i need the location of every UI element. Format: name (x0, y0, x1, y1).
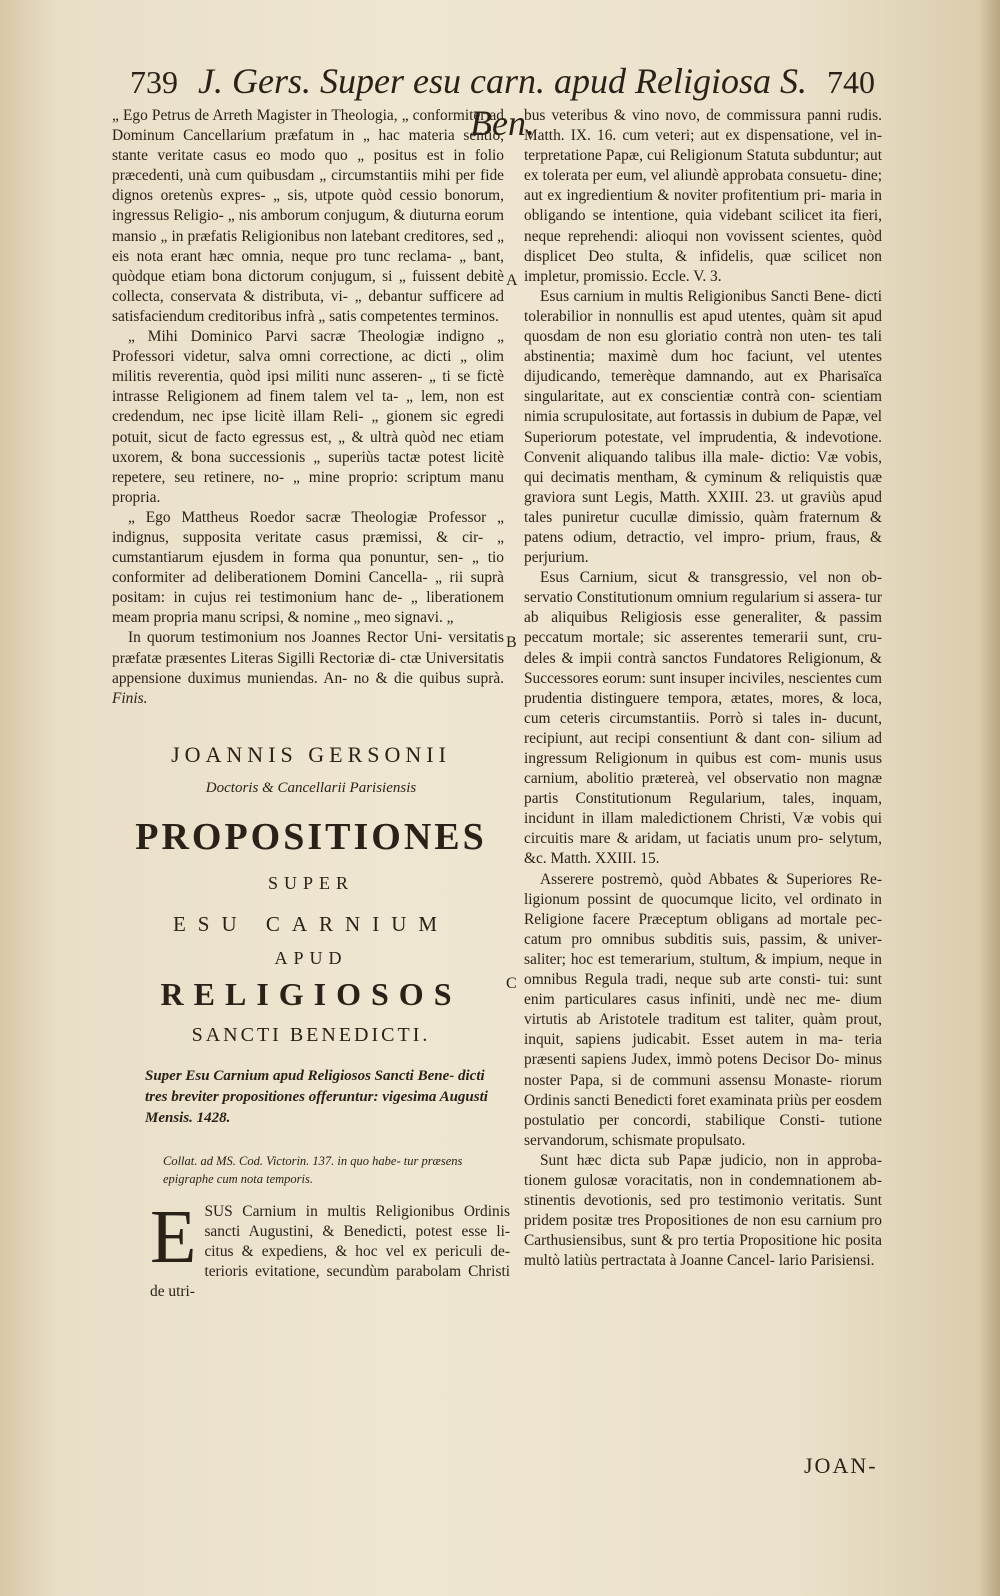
testimonium-text: In quorum testimonium nos Joannes Rector Uni- versitatis præfatæ præsentes Literas Sigilli Rectoriæ di- ctæ Universitatis appensione duximus muniendas. An- no & die quibus suprà. (112, 629, 504, 687)
paragraph-transgressio: Esus Carnium, sicut & transgressio, vel non ob- servatio Constitutionum omnium regularium si assera- tur ab aliquibus Religiosis esse generaliter, & passim peccatum mortale; sic asserentes temerarii sunt, cru- deles & impii contrà sanctos Fundatores Religionum, & Successores eorum: sunt insuper inciviles, nescientes cum prudentia distinguere tempora, ætates, mores, & loca, cum ceteris circumstantiis. Porrò si tales in- ducunt, recipiunt, aut recipi consentiunt & dant con- silium ad ingressum Religionum in quibus est com- munis usus carnium, abolitio prætereà, vel observatio non magnæ partis Constitutionum Regularium, tales, inquam, incidunt in illam maledictionem Christi, Væ vobis qui circuitis mare & aridam, ut faciatis unum pro- selytum, &c. Matth. XXIII. 15. (524, 569, 882, 868)
margin-letter-a: A (506, 272, 518, 289)
drop-capital: E (150, 1195, 197, 1279)
paragraph-testimonium (112, 628, 504, 708)
paragraph-roedor: „ Ego Mattheus Roedor sacræ Theologiæ Professor „ indignus, supposita veritate casus præmissi, & cir- „ cumstantiarum ejusdem in forma qua ponuntur, sen- „ tio conformiter ad deliberationem Domini Cancella- „ rii suprà positam: in cujus rei testimonium hanc de- „ liberationem meam propria manu scripsi, & nomine „ meo signavi. „ (112, 508, 504, 627)
incipit-paragraph (150, 1195, 510, 1302)
paragraph-continuation: bus veteribus & vino novo, de commissura panni rudis. Matth. IX. 16. cum veteri; aut ex dispensatione, vel in- terpretatione Papæ, cui Religionum Statuta subduntur; aut ex tolerata per eum, vel aliundè approbata consuetu- dine; aut ex ingredientium & noviter profitentium pri- maria in obligando se intentione, quia videbant scilicet ita fieri, neque reprehendi: alioqui non vovissent scientes, quòd displicet Deo stulta, & infidelis, quæ scilicet non impletur, promissio. Eccle. V. 3. (524, 107, 882, 285)
right-column (524, 106, 882, 1271)
tract-description: Super Esu Carnium apud Religiosos Sancti Bene- dicti tres breviter propositiones offeruntur: vigesima Augusti Mensis. 1428. (145, 1068, 488, 1126)
tract-super: SUPER (267, 873, 355, 893)
paragraph-sunt-haec: Sunt hæc dicta sub Papæ judicio, non in approba- tionem gulosæ voracitatis, non in condemnationem ab- stinentis devotionis, sed pro testimonio veritatis. Sunt pridem positæ tres Propositiones de non esu carnium pro Carthusiensibus, sunt & pro tertia Propositione hic posita multò latiùs pertractata à Joanne Cancel- lario Parisiensi. (524, 1151, 882, 1270)
running-title: J. Gers. Super esu carn. apud Religiosa S. Ben. (198, 61, 807, 143)
tract-religiosos: RELIGIOSOS (160, 976, 462, 1012)
tract-collation-note: Collat. ad MS. Cod. Victorin. 137. in quo habe- tur præsens epigraphe cum nota temporis. (163, 1154, 463, 1186)
catchword: JOAN- (804, 1453, 878, 1478)
tract-subtitle: Doctoris & Cancellarii Parisiensis (205, 780, 417, 796)
left-column (112, 106, 504, 709)
paragraph-arreth: „ Ego Petrus de Arreth Magister in Theologia, „ conformiter ad Dominum Cancellarium præfatum in „ hac materia sentio, stante veritate casus eo modo quo „ positus est in folio præcedenti, unà cum quibusdam „ circumstantiis mihi per fide dignos oretenùs expres- „ sis, utpote quòd cessio bonorum, ingressus Religio- „ nis amborum conjugum, & diuturna eorum mansio „ in præfatis Religionibus non latebant creditores, sed „ eis nota erant hæc omnia, neque pro tunc reclama- „ bant, quòdque etiam bona dictorum conjugum, si „ fuissent debitè collecta, conservata & distributa, vi- „ debantur sufficere ad satisfaciendum creditoribus infrà „ satis competentes terminos. (112, 107, 504, 325)
paragraph-parvi: „ Mihi Dominico Parvi sacræ Theologiæ indigno „ Professori videtur, salva omni correctione, ac dicti „ olim militis reverentia, quòd ipsi militi nunc asseren- „ ti se fictè intrasse Religionem ad finem talem vel ta- „ lem, non est credendum, nec ipse licitè illam Reli- „ gionem sic egredi potuit, sicut de facto egressus est, „ & ultrà quòd nec etiam uxorem, & bona successionis „ superiùs tactæ potest licitè repetere, seu retinere, no- „ mine proprio: scriptum manu propria. (112, 328, 504, 506)
tract-apud: APUD (274, 948, 348, 968)
left-page-number: 739 (130, 64, 178, 100)
paragraph-asserere: Asserere postremò, quòd Abbates & Superiores Re- ligionum possint de quocumque licito, vel ordinato in Religione facere Præceptum obligans ad mortale pec- catum pro omnibus subditis suis, passim, & univer- saliter; hoc est temerarium, stultum, & impium, neque in omnibus Regula tradi, neque sub arte consti- tui: sunt enim particulares casus infiniti, undè nec me- dium virtutis ab Aristotele traditum est taliter, quàm prout, inquit, sapiens judicabit. Esset autem in ma- teria præsenti sapiens Judex, immò potens Decisor Do- minus noster Papa, si de communi assensu Monaste- riorum Ordinis sancti Benedicti foret examinata priùs per eosdem postulatio per concordi, stabilique Consti- tutione servandorum, schismate propulsato. (524, 870, 882, 1149)
paragraph-tolerabilior: Esus carnium in multis Religionibus Sancti Bene- dicti tolerabilior in nonnullis est apud utentes, quàm sit apud quosdam de non esu gloriatio contrà non uten- tes tali abstinentia; maximè dum hoc faciunt, vel utentes dijudicando, temerèque damnando, aut ex Pharisaïca singularitate, aut ex conscientiæ contrà con- scientiam nimia scrupulositate, aut fortassis in dubium de Papæ, vel Superiorum potestate, vel imprudentia, & indevotione. Convenit aliquando talibus illa male- dictio: Væ vobis, qui decimatis mentham, & cyminum & reliquistis quæ graviora sunt Legis, Matth. XXIII. 23. ut graviùs apud tales puniretur cucullæ dimissio, quàm fraternum & patens odium, detractio, vel impro- prium, fraus, & perjurium. (524, 287, 882, 567)
margin-letter-c: C (506, 975, 517, 992)
tract-author: JOANNIS GERSONII (171, 742, 451, 767)
running-header (130, 60, 875, 143)
tract-esu-carnium: ESU CARNIUM (172, 912, 450, 936)
tract-sancti-benedicti: SANCTI BENEDICTI. (191, 1024, 431, 1046)
finis-mark: Finis. (112, 689, 148, 707)
right-page-number: 740 (827, 64, 875, 100)
tract-main-title: PROPOSITIONES (135, 816, 487, 858)
margin-letter-b: B (506, 634, 517, 651)
incipit-text: SUS Carnium in multis Religionibus Ordinis sancti Augustini, & Benedicti, potest esse li- citus & expediens, & hoc vel ex periculi de- terioris evitatione, secundùm parabolam Christi de utri- (150, 1203, 510, 1301)
